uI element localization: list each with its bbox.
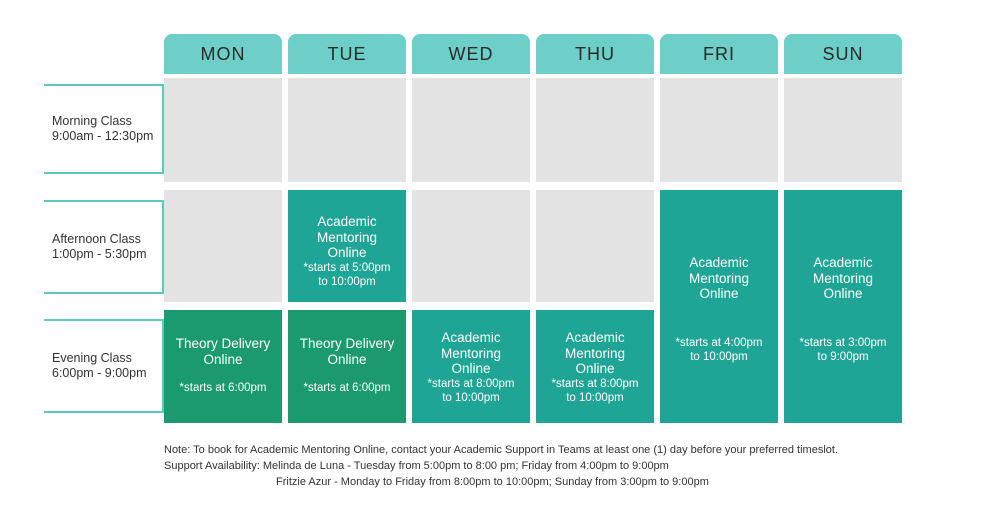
cell-note xyxy=(304,261,391,289)
cell-note-line: *starts at 6:00pm xyxy=(179,382,267,394)
day-label: SUN xyxy=(822,43,864,64)
cell-title-line: Online xyxy=(823,286,863,301)
support-availability-note-2: Fritzie Azur - Monday to Friday from 8:00pm to 10:00pm; Sunday from 3:00pm to 9:00pm xyxy=(276,476,709,488)
cell-note-line: to 10:00pm xyxy=(690,350,748,363)
cell-note xyxy=(552,377,639,405)
cell-title-line: Mentoring xyxy=(812,270,874,286)
day-label: WED xyxy=(448,43,494,64)
cell-note-line: to 10:00pm xyxy=(318,275,376,288)
row-label-afternoon xyxy=(44,200,164,294)
cell-note-line: *starts at 3:00pm xyxy=(799,336,887,349)
day-header-sun xyxy=(784,34,902,74)
cell-title-line: Theory Delivery xyxy=(175,336,271,351)
day-label: FRI xyxy=(703,43,735,64)
cell-title-line: Academic xyxy=(317,214,377,229)
cell-note xyxy=(428,377,515,405)
cell-note-line: *starts at 8:00pm xyxy=(551,377,639,390)
cell-title-line: Online xyxy=(203,351,243,367)
cell-title xyxy=(689,255,749,302)
cell-title-line: Academic xyxy=(441,330,501,345)
cell-mon-afternoon xyxy=(164,190,282,302)
row-label-evening xyxy=(44,319,164,413)
cell-note xyxy=(676,336,763,364)
cell-thu-evening xyxy=(536,310,654,423)
support-availability-note: Support Availability: Melinda de Luna - Tuesday from 5:00pm to 8:00 pm; Friday from 4:00pm to 9:00pm xyxy=(164,460,669,472)
cell-title xyxy=(300,336,395,367)
cell-tue-evening xyxy=(288,310,406,423)
cell-tue-afternoon xyxy=(288,190,406,302)
cell-note xyxy=(180,381,267,395)
cell-note-line: *starts at 6:00pm xyxy=(303,382,391,394)
cell-title-line: Online xyxy=(699,286,739,301)
cell-note-line: to 9:00pm xyxy=(817,350,869,363)
cell-note xyxy=(304,381,391,395)
row-name: Morning Class xyxy=(52,114,132,128)
cell-mon-morning xyxy=(164,78,282,182)
cell-title-line: Mentoring xyxy=(688,270,750,286)
cell-title xyxy=(176,336,271,367)
day-header-wed xyxy=(412,34,530,74)
cell-title xyxy=(565,330,625,377)
day-header-mon xyxy=(164,34,282,74)
cell-sun-afternoon-evening xyxy=(784,190,902,423)
cell-title-line: Online xyxy=(451,361,491,376)
day-header-fri xyxy=(660,34,778,74)
cell-note-line: *starts at 8:00pm xyxy=(427,377,515,390)
cell-note-line: to 10:00pm xyxy=(566,391,624,404)
cell-thu-afternoon xyxy=(536,190,654,302)
cell-wed-morning xyxy=(412,78,530,182)
cell-sun-morning xyxy=(784,78,902,182)
cell-tue-morning xyxy=(288,78,406,182)
cell-title-line: Theory Delivery xyxy=(299,336,395,351)
cell-wed-evening xyxy=(412,310,530,423)
cell-title xyxy=(813,255,873,302)
row-label-morning xyxy=(44,84,164,174)
day-label: TUE xyxy=(327,43,367,64)
row-name: Evening Class xyxy=(52,351,132,365)
cell-title-line: Online xyxy=(575,361,615,376)
cell-title-line: Academic xyxy=(565,330,625,345)
cell-thu-morning xyxy=(536,78,654,182)
cell-fri-morning xyxy=(660,78,778,182)
cell-title-line: Online xyxy=(327,245,367,260)
cell-note xyxy=(800,336,887,364)
cell-title-line: Academic xyxy=(689,255,749,270)
day-header-thu xyxy=(536,34,654,74)
cell-note-line: to 10:00pm xyxy=(442,391,500,404)
day-label: THU xyxy=(575,43,615,64)
cell-title xyxy=(317,214,377,261)
row-time: 1:00pm - 5:30pm xyxy=(52,247,147,261)
cell-title xyxy=(441,330,501,377)
day-label: MON xyxy=(200,43,246,64)
cell-title-line: Academic xyxy=(813,255,873,270)
row-time: 6:00pm - 9:00pm xyxy=(52,366,147,380)
cell-note-line: *starts at 4:00pm xyxy=(675,336,763,349)
cell-title-line: Online xyxy=(327,351,367,367)
cell-title-line: Mentoring xyxy=(564,345,626,361)
row-time: 9:00am - 12:30pm xyxy=(52,129,154,143)
cell-wed-afternoon xyxy=(412,190,530,302)
cell-title-line: Mentoring xyxy=(440,345,502,361)
cell-fri-afternoon-evening xyxy=(660,190,778,423)
cell-note-line: *starts at 5:00pm xyxy=(303,261,391,274)
booking-note: Note: To book for Academic Mentoring Online, contact your Academic Support in Teams at least one (1) day before your preferred timeslot. xyxy=(164,444,838,456)
cell-mon-evening xyxy=(164,310,282,423)
row-name: Afternoon Class xyxy=(52,232,141,246)
cell-title-line: Mentoring xyxy=(316,229,378,245)
day-header-tue xyxy=(288,34,406,74)
